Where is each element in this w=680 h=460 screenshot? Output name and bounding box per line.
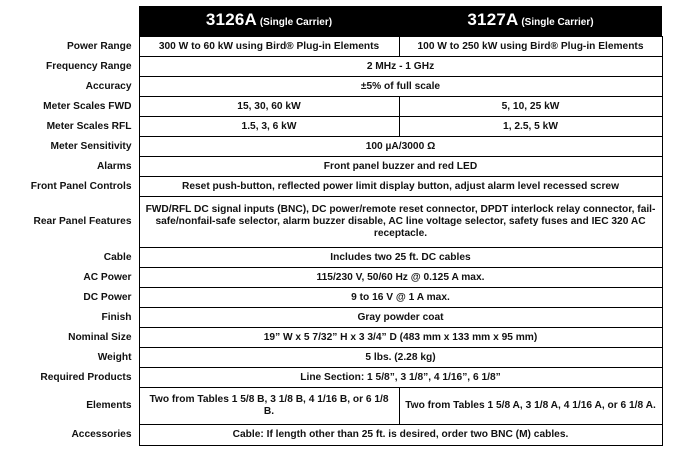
- row-weight: [0, 348, 662, 368]
- row-label: Alarms: [96, 160, 132, 172]
- row-label: Finish: [101, 311, 132, 323]
- carrier-type: (Single Carrier): [521, 16, 594, 28]
- header-model-3127a: [399, 6, 662, 37]
- row-nominal-size: [0, 328, 662, 348]
- row-label: Power Range: [66, 40, 132, 52]
- row-rear-panel-features: [0, 197, 662, 248]
- cell-text: Two from Tables 1 5/8 B, 3 1/8 B, 4 1/16 B, or 6 1/8 B.: [149, 394, 389, 417]
- header-row: [0, 6, 662, 37]
- carrier-type: (Single Carrier): [259, 16, 333, 28]
- row-label: DC Power: [83, 291, 132, 303]
- row-label: Accessories: [71, 429, 132, 440]
- value-both: Reset push-button, reflected power limit display button, adjust alarm level recessed screw: [139, 177, 662, 197]
- value-both: [139, 197, 662, 248]
- value-3126a: 15, 30, 60 kW: [139, 97, 399, 117]
- value-3126a: [139, 388, 399, 425]
- value-both: 9 to 16 V @ 1 A max.: [139, 288, 662, 308]
- model-name: 3126A: [205, 9, 257, 29]
- cell-text: FWD/RFL DC signal inputs (BNC), DC power/remote reset connector, DPDT interlock relay connector, fail-safe/nonfail-safe selector, alarm buzzer disable, AC line voltage selector, safety fuses and IEC 320 AC receptacle.: [145, 204, 656, 239]
- row-label: Cable: [103, 251, 132, 263]
- model-name: 3127A: [467, 9, 519, 29]
- row-cable: [0, 248, 662, 268]
- row-meter-scales-rfl: [0, 117, 662, 137]
- value-3127a: 100 W to 250 kW using Bird® Plug-in Elements: [399, 37, 662, 57]
- row-label: Meter Sensitivity: [50, 140, 132, 152]
- row-elements: [0, 388, 662, 425]
- row-label: Front Panel Controls: [30, 180, 132, 192]
- value-both: 2 MHz - 1 GHz: [139, 57, 662, 77]
- value-3127a: [399, 388, 662, 425]
- value-both: 115/230 V, 50/60 Hz @ 0.125 A max.: [139, 268, 662, 288]
- row-required-products: [0, 368, 662, 388]
- row-label: AC Power: [83, 271, 132, 283]
- value-3126a: 300 W to 60 kW using Bird® Plug-in Elements: [139, 37, 399, 57]
- row-label: Meter Scales RFL: [46, 120, 132, 132]
- row-frequency-range: [0, 57, 662, 77]
- specifications-table: [0, 6, 663, 446]
- value-both: Line Section: 1 5/8”, 3 1/8”, 4 1/16”, 6 1/8”: [139, 368, 662, 388]
- row-front-panel-controls: [0, 177, 662, 197]
- value-both: ±5% of full scale: [139, 77, 662, 97]
- value-3126a: 1.5, 3, 6 kW: [139, 117, 399, 137]
- row-ac-power: [0, 268, 662, 288]
- row-label: Rear Panel Features: [33, 216, 132, 227]
- value-both: Front panel buzzer and red LED: [139, 157, 662, 177]
- row-label: Accuracy: [85, 80, 132, 92]
- value-both: Gray powder coat: [139, 308, 662, 328]
- row-accessories: [0, 425, 662, 446]
- row-label: Meter Scales FWD: [43, 100, 132, 112]
- cell-text: Two from Tables 1 5/8 A, 3 1/8 A, 4 1/16 A, or 6 1/8 A.: [405, 400, 656, 411]
- value-both: Includes two 25 ft. DC cables: [139, 248, 662, 268]
- value-both: 100 µA/3000 Ω: [139, 137, 662, 157]
- value-both: 19” W x 5 7/32” H x 3 3/4” D (483 mm x 133 mm x 95 mm): [139, 328, 662, 348]
- row-label: Elements: [86, 400, 132, 411]
- header-model-3126a: [139, 6, 399, 37]
- row-power-range: [0, 37, 662, 57]
- header-blank: [0, 6, 139, 37]
- row-label: Nominal Size: [68, 331, 132, 343]
- row-finish: [0, 308, 662, 328]
- row-label: Required Products: [40, 371, 132, 383]
- row-accuracy: [0, 77, 662, 97]
- row-meter-scales-fwd: [0, 97, 662, 117]
- value-both: 5 lbs. (2.28 kg): [139, 348, 662, 368]
- row-label: Weight: [97, 351, 132, 363]
- row-alarms: [0, 157, 662, 177]
- value-3127a: 5, 10, 25 kW: [399, 97, 662, 117]
- row-dc-power: [0, 288, 662, 308]
- row-label: Frequency Range: [46, 60, 132, 72]
- value-both: Cable: If length other than 25 ft. is desired, order two BNC (M) cables.: [139, 425, 662, 446]
- row-meter-sensitivity: [0, 137, 662, 157]
- value-3127a: 1, 2.5, 5 kW: [399, 117, 662, 137]
